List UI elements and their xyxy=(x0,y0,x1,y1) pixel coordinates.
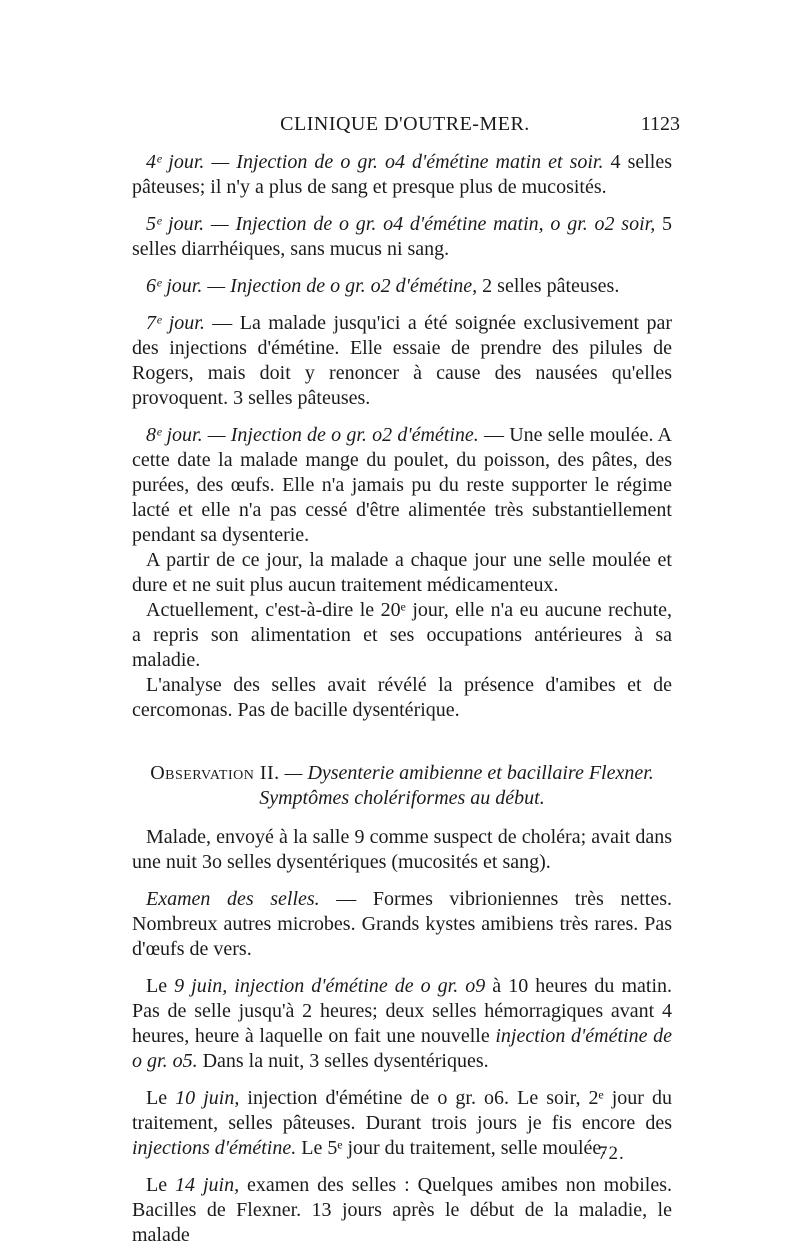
paragraph-text: Le xyxy=(146,1087,176,1109)
day-label: 6ᵉ jour. xyxy=(146,275,203,297)
treatment-italic: — Injection de o gr. o4 d'émétine matin et soir. xyxy=(204,151,604,173)
paragraph-stool-analysis: L'analyse des selles avait révélé la présence d'amibes et de cercomonas. Pas de bacille dysentérique. xyxy=(132,674,672,721)
page-header xyxy=(130,113,680,143)
day-label: 4ᵉ jour. xyxy=(146,151,205,173)
paragraph-day-6 xyxy=(132,274,672,299)
observation-heading xyxy=(132,761,672,811)
paragraph-text: à 10 heures du matin. Pas de selle jusqu'à 2 heures; deux selles hémorragiques avant 4 heures, heure à laquelle on fait une nouvelle xyxy=(132,975,673,1047)
page-number: 1123 xyxy=(640,113,680,135)
observation-title-line1: — Dysenterie amibienne et bacillaire Flexner. xyxy=(279,762,654,784)
paragraph-currently: Actuellement, c'est-à-dire le 20ᵉ jour, elle n'a eu aucune rechute, a repris son alimentation et ses occupations antérieures à sa maladie. xyxy=(132,599,672,671)
paragraph-text: — La malade jusqu'ici a été soignée exclusivement par des injections d'émétine. Elle essaie de prendre des pilules de Rogers, mais doit y renoncer à cause des nausées qu'elles provoquent. 3 selles pâteuses. xyxy=(132,312,672,409)
body-text xyxy=(132,150,672,1248)
observation-title-line2: Symptômes cholériformes au début. xyxy=(259,787,545,809)
paragraph-text: Le xyxy=(146,975,175,997)
exam-label: Examen des selles. xyxy=(146,888,320,910)
day-label: 8ᵉ jour. xyxy=(146,424,203,446)
paragraph-june-9 xyxy=(132,974,672,1074)
observation-label: Observation II. xyxy=(150,762,280,784)
paragraph-text: 2 selles pâteuses. xyxy=(477,275,620,297)
running-title: CLINIQUE D'OUTRE-MER. xyxy=(280,113,530,135)
date-italic: 10 juin, xyxy=(175,1087,240,1109)
paragraph-text: — Une selle moulée. A cette date la malade mange du poulet, du poisson, des pâtes, des purées, des œufs. Elle n'a jamais pu du reste supporter le régime lacté et elle n'a pas cessé d'être alimentée très substantiellement pendant sa dysenterie. xyxy=(132,424,672,546)
day-label: 7ᵉ jour. xyxy=(146,312,205,334)
day-label: 5ᵉ jour. xyxy=(146,213,205,235)
treatment-italic: — Injection de o gr. o4 d'émétine matin, o gr. o2 soir, xyxy=(204,213,656,235)
date-italic: 14 juin, xyxy=(175,1174,240,1196)
date-italic: 9 juin, injection d'émétine de o gr. o9 xyxy=(174,975,486,997)
paragraph-day-5 xyxy=(132,212,672,262)
paragraph-patient: Malade, envoyé à la salle 9 comme suspect de choléra; avait dans une nuit 3o selles dysentériques (mucosités et sang). xyxy=(132,826,672,873)
paragraph-text: injection d'émétine de o gr. o6. Le soir, 2ᵉ jour du traitement, selles pâteuses. Durant trois jours je fis encore des xyxy=(132,1087,672,1134)
treatment-italic: — Injection de o gr. o2 d'émétine, xyxy=(202,275,478,297)
paragraph-stool-exam xyxy=(132,887,672,962)
paragraph-day-7 xyxy=(132,311,672,411)
paragraph-text: Dans la nuit, 3 selles dysentériques. xyxy=(197,1050,489,1072)
paragraph-text: examen des selles : Quelques amibes non mobiles. Bacilles de Flexner. 13 jours après le début de la maladie, le malade xyxy=(132,1174,673,1246)
paragraph-text: Le 5ᵉ jour du traitement, selle moulée. xyxy=(296,1137,607,1159)
paragraph-text: 5 selles diarrhéiques, sans mucus ni sang. xyxy=(132,213,672,260)
treatment-italic: — Injection de o gr. o2 d'émétine. xyxy=(202,424,479,446)
paragraph-day-4 xyxy=(132,150,672,200)
paragraph-june-10 xyxy=(132,1086,672,1161)
paragraph-text: 4 selles pâteuses; il n'y a plus de sang et presque plus de mucosités. xyxy=(132,151,673,198)
paragraph-from-this-day: A partir de ce jour, la malade a chaque jour une selle moulée et dure et ne suit plus aucun traitement médicamenteux. xyxy=(132,549,672,596)
paragraph-day-8 xyxy=(132,423,672,548)
paragraph-text: Le xyxy=(146,1174,176,1196)
paragraph-june-14 xyxy=(132,1173,672,1248)
paragraph-text: — Formes vibrioniennes très nettes. Nombreux autres microbes. Grands kystes amibiens très rares. Pas d'œufs de vers. xyxy=(132,888,672,960)
signature-mark: 72. xyxy=(598,1143,625,1164)
treatment-italic: injection d'émétine de o gr. o5. xyxy=(132,1025,672,1072)
treatment-italic: injections d'émétine. xyxy=(132,1137,297,1159)
